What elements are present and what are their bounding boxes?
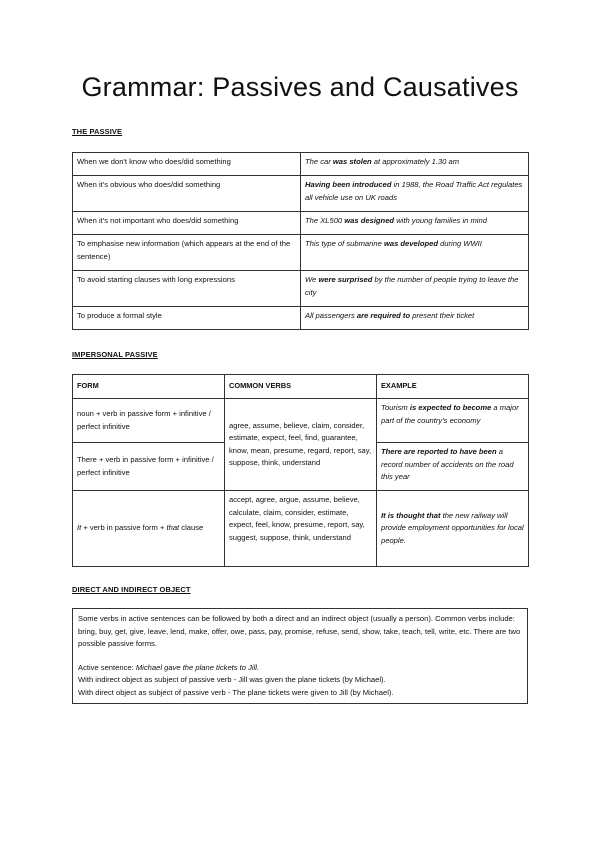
form-cell: noun + verb in passive form + infinitive / perfect infinitive <box>73 399 225 443</box>
example-cell: All passengers are required to present their ticket <box>301 307 529 330</box>
section-heading-direct-indirect: DIRECT AND INDIRECT OBJECT <box>72 585 191 594</box>
explanation-paragraph: Some verbs in active sentences can be followed by both a direct and an indirect object (usually a person). Common verbs include: bring, buy, get, give, leave, lend, make, offer, owe, pass, pay, promise, refuse, send, show, take, teach, tell, write, etc. There are two possible passive forms. <box>78 614 521 648</box>
table-row <box>73 235 529 271</box>
table-header-row <box>73 375 529 399</box>
example-cell: It is thought that the new railway will provide employment opportunities for local people. <box>377 491 529 567</box>
column-header-form: FORM <box>73 375 225 399</box>
section-heading-passive: THE PASSIVE <box>72 127 123 136</box>
impersonal-table <box>72 374 529 567</box>
common-verbs-cell: accept, agree, argue, assume, believe, calculate, claim, consider, estimate, expect, feel, know, presume, report, say, suggest, suppose, think, understand <box>225 491 377 567</box>
form-cell: It + verb in passive form + that clause <box>73 491 225 567</box>
table-row <box>73 491 529 567</box>
indirect-object-line: With indirect object as subject of passive verb - Jill was given the plane tickets (by Michael). <box>78 675 386 684</box>
table-row <box>73 212 529 235</box>
table-row <box>73 271 529 307</box>
use-cell: To produce a formal style <box>73 307 301 330</box>
use-cell: When it's obvious who does/did something <box>73 176 301 212</box>
example-cell: We were surprised by the number of people trying to leave the city <box>301 271 529 307</box>
use-cell: When we don't know who does/did something <box>73 153 301 176</box>
use-cell: To emphasise new information (which appears at the end of the sentence) <box>73 235 301 271</box>
table-row <box>73 399 529 443</box>
example-cell: This type of submarine was developed during WWII <box>301 235 529 271</box>
table-row <box>73 153 529 176</box>
section-heading-impersonal: IMPERSONAL PASSIVE <box>72 350 158 359</box>
example-cell: Having been introduced in 1988, the Road Traffic Act regulates all vehicle use on UK roads <box>301 176 529 212</box>
active-sentence-line: Active sentence: Michael gave the plane tickets to Jill. <box>78 662 260 672</box>
table-row <box>73 307 529 330</box>
direct-indirect-box <box>72 608 528 704</box>
form-cell: There + verb in passive form + infinitive / perfect infinitive <box>73 443 225 491</box>
example-cell: Tourism is expected to become a major part of the country's economy <box>377 399 529 443</box>
use-cell: To avoid starting clauses with long expressions <box>73 271 301 307</box>
page-title: Grammar: Passives and Causatives <box>81 72 519 102</box>
example-cell: The XL500 was designed with young families in mind <box>301 212 529 235</box>
passive-table <box>72 152 529 330</box>
use-cell: When it's not important who does/did something <box>73 212 301 235</box>
common-verbs-cell: agree, assume, believe, claim, consider, estimate, expect, feel, find, guarantee, know, mean, presume, regard, report, say, suppose, think, understand <box>225 399 377 491</box>
direct-object-line: With direct object as subject of passive verb - The plane tickets were given to Jill (by Michael). <box>78 687 394 697</box>
column-header-example: EXAMPLE <box>377 375 529 399</box>
table-row <box>73 176 529 212</box>
example-cell: The car was stolen at approximately 1.30 am <box>301 153 529 176</box>
example-cell: There are reported to have been a record number of accidents on the road this year <box>377 443 529 491</box>
column-header-verbs: COMMON VERBS <box>225 375 377 399</box>
